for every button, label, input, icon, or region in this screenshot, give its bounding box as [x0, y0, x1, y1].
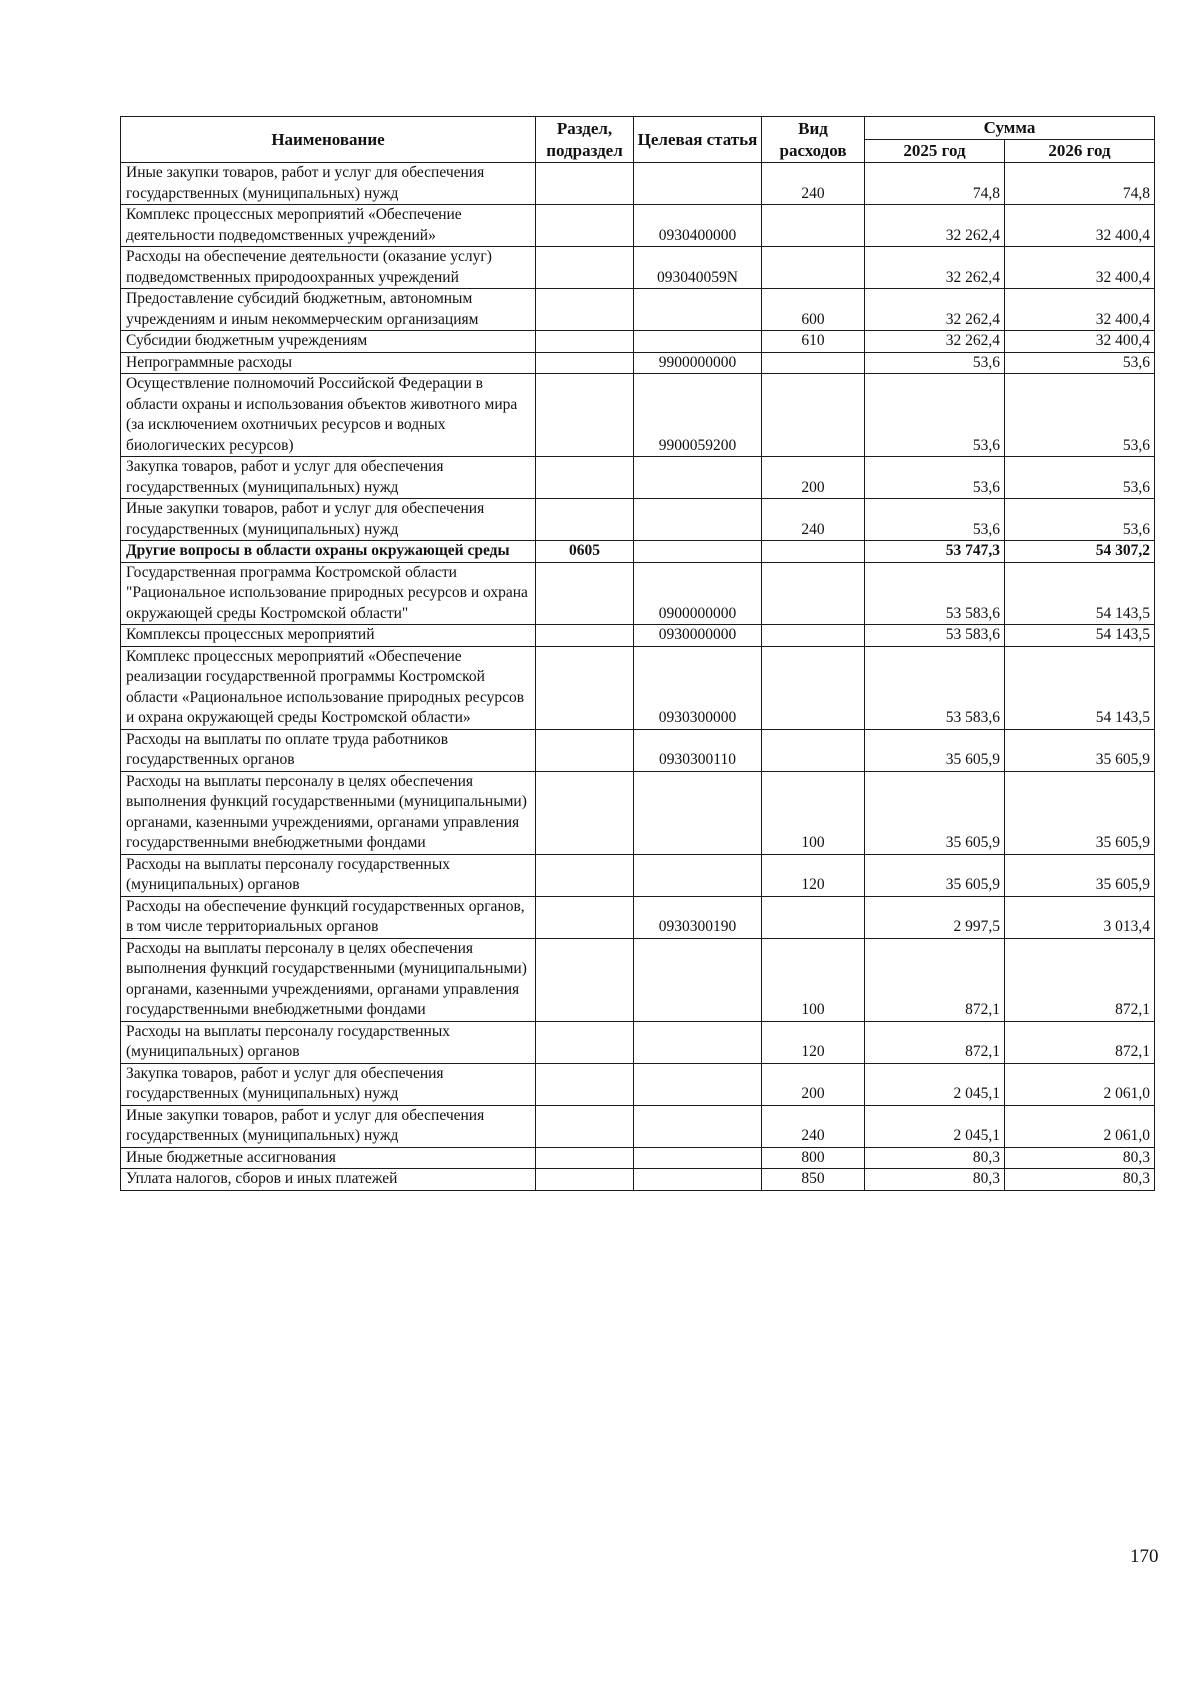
section-cell — [536, 163, 634, 205]
table-row — [121, 771, 1155, 854]
header-year-2025: 2025 год — [865, 140, 1005, 163]
name-cell: Иные закупки товаров, работ и услуг для обеспечения государственных (муниципальных) нужд — [121, 1105, 536, 1147]
section-cell — [536, 331, 634, 353]
expense-type-cell: 600 — [762, 289, 865, 331]
sum-2026-cell: 872,1 — [1005, 938, 1155, 1021]
target-article-cell: 0930300000 — [634, 646, 762, 729]
expense-type-cell — [762, 247, 865, 289]
sum-2026-cell: 80,3 — [1005, 1169, 1155, 1191]
expense-type-cell — [762, 896, 865, 938]
sum-2025-cell: 80,3 — [865, 1169, 1005, 1191]
expense-type-cell — [762, 625, 865, 647]
target-article-cell — [634, 854, 762, 896]
header-name: Наименование — [121, 117, 536, 163]
table-body — [121, 163, 1155, 1191]
target-article-cell: 9900059200 — [634, 374, 762, 457]
target-article-cell: 0930300110 — [634, 729, 762, 771]
expense-type-cell: 100 — [762, 938, 865, 1021]
section-cell — [536, 499, 634, 541]
sum-2025-cell: 53,6 — [865, 374, 1005, 457]
sum-2026-cell: 35 605,9 — [1005, 854, 1155, 896]
sum-2025-cell: 35 605,9 — [865, 854, 1005, 896]
table-row — [121, 1169, 1155, 1191]
name-cell: Расходы на выплаты персоналу государственных (муниципальных) органов — [121, 1021, 536, 1063]
table-row — [121, 205, 1155, 247]
section-cell — [536, 205, 634, 247]
sum-2025-cell: 32 262,4 — [865, 289, 1005, 331]
table-row — [121, 1021, 1155, 1063]
section-cell — [536, 457, 634, 499]
section-cell — [536, 374, 634, 457]
sum-2025-cell: 53 747,3 — [865, 541, 1005, 563]
expense-type-cell: 200 — [762, 457, 865, 499]
table-row — [121, 1147, 1155, 1169]
expense-type-cell: 240 — [762, 499, 865, 541]
expense-type-cell — [762, 352, 865, 374]
header-expense: Вид расходов — [762, 117, 865, 163]
sum-2025-cell: 2 045,1 — [865, 1063, 1005, 1105]
expense-type-cell: 240 — [762, 1105, 865, 1147]
sum-2025-cell: 872,1 — [865, 1021, 1005, 1063]
name-cell: Комплекс процессных мероприятий «Обеспечение деятельности подведомственных учреждений» — [121, 205, 536, 247]
table-row — [121, 331, 1155, 353]
target-article-cell — [634, 1063, 762, 1105]
expense-type-cell: 200 — [762, 1063, 865, 1105]
name-cell: Субсидии бюджетным учреждениям — [121, 331, 536, 353]
target-article-cell: 9900000000 — [634, 352, 762, 374]
sum-2025-cell: 80,3 — [865, 1147, 1005, 1169]
sum-2025-cell: 53 583,6 — [865, 562, 1005, 625]
sum-2026-cell: 872,1 — [1005, 1021, 1155, 1063]
header-article: Целевая статья — [634, 117, 762, 163]
name-cell: Иные закупки товаров, работ и услуг для обеспечения государственных (муниципальных) нужд — [121, 499, 536, 541]
expense-type-cell: 120 — [762, 854, 865, 896]
name-cell: Иные бюджетные ассигнования — [121, 1147, 536, 1169]
sum-2025-cell: 2 997,5 — [865, 896, 1005, 938]
sum-2025-cell: 53 583,6 — [865, 646, 1005, 729]
section-cell — [536, 771, 634, 854]
section-cell — [536, 1063, 634, 1105]
section-cell — [536, 854, 634, 896]
sum-2026-cell: 54 143,5 — [1005, 625, 1155, 647]
name-cell: Комплекс процессных мероприятий «Обеспечение реализации государственной программы Костромской области «Рациональное использование природных ресурсов и охрана окружающей среды Костромской области» — [121, 646, 536, 729]
sum-2026-cell: 32 400,4 — [1005, 205, 1155, 247]
name-cell: Государственная программа Костромской области "Рациональное использование природных ресурсов и охрана окружающей среды Костромской области" — [121, 562, 536, 625]
page-number: 170 — [1130, 1546, 1159, 1567]
sum-2026-cell: 32 400,4 — [1005, 331, 1155, 353]
header-section: Раздел, подраздел — [536, 117, 634, 163]
target-article-cell — [634, 457, 762, 499]
sum-2025-cell: 32 262,4 — [865, 205, 1005, 247]
sum-2025-cell: 53,6 — [865, 499, 1005, 541]
sum-2026-cell: 32 400,4 — [1005, 247, 1155, 289]
table-row — [121, 289, 1155, 331]
target-article-cell: 093040059N — [634, 247, 762, 289]
target-article-cell — [634, 541, 762, 563]
name-cell: Расходы на обеспечение функций государственных органов, в том числе территориальных органов — [121, 896, 536, 938]
section-cell — [536, 729, 634, 771]
name-cell: Иные закупки товаров, работ и услуг для обеспечения государственных (муниципальных) нужд — [121, 163, 536, 205]
sum-2025-cell: 74,8 — [865, 163, 1005, 205]
table-row — [121, 854, 1155, 896]
name-cell: Закупка товаров, работ и услуг для обеспечения государственных (муниципальных) нужд — [121, 1063, 536, 1105]
header-row-1 — [121, 117, 1155, 140]
name-cell: Расходы на выплаты персоналу в целях обеспечения выполнения функций государственными (муниципальными) органами, казенными учреждениями, органами управления государственными внебюджетными фондами — [121, 771, 536, 854]
sum-2025-cell: 35 605,9 — [865, 729, 1005, 771]
sum-2025-cell: 53 583,6 — [865, 625, 1005, 647]
target-article-cell — [634, 289, 762, 331]
expense-type-cell: 240 — [762, 163, 865, 205]
target-article-cell: 0930400000 — [634, 205, 762, 247]
table-row — [121, 896, 1155, 938]
table-row — [121, 457, 1155, 499]
expense-type-cell: 850 — [762, 1169, 865, 1191]
sum-2026-cell: 2 061,0 — [1005, 1105, 1155, 1147]
expense-type-cell: 800 — [762, 1147, 865, 1169]
target-article-cell: 0930300190 — [634, 896, 762, 938]
section-cell — [536, 625, 634, 647]
table-row — [121, 938, 1155, 1021]
expense-type-cell — [762, 374, 865, 457]
expense-type-cell: 120 — [762, 1021, 865, 1063]
target-article-cell — [634, 1147, 762, 1169]
section-cell — [536, 247, 634, 289]
section-cell — [536, 562, 634, 625]
header-sum: Сумма — [865, 117, 1155, 140]
sum-2026-cell: 53,6 — [1005, 352, 1155, 374]
table-row — [121, 541, 1155, 563]
target-article-cell — [634, 1021, 762, 1063]
table-row — [121, 1063, 1155, 1105]
expense-type-cell: 100 — [762, 771, 865, 854]
sum-2026-cell: 53,6 — [1005, 499, 1155, 541]
sum-2026-cell: 54 143,5 — [1005, 562, 1155, 625]
name-cell: Другие вопросы в области охраны окружающей среды — [121, 541, 536, 563]
target-article-cell — [634, 331, 762, 353]
sum-2026-cell: 54 143,5 — [1005, 646, 1155, 729]
expense-type-cell — [762, 205, 865, 247]
table-row — [121, 163, 1155, 205]
expense-type-cell — [762, 541, 865, 563]
sum-2025-cell: 32 262,4 — [865, 331, 1005, 353]
sum-2025-cell: 2 045,1 — [865, 1105, 1005, 1147]
section-cell: 0605 — [536, 541, 634, 563]
section-cell — [536, 1169, 634, 1191]
section-cell — [536, 646, 634, 729]
sum-2026-cell: 35 605,9 — [1005, 729, 1155, 771]
name-cell: Расходы на выплаты по оплате труда работников государственных органов — [121, 729, 536, 771]
name-cell: Предоставление субсидий бюджетным, автономным учреждениям и иным некоммерческим организациям — [121, 289, 536, 331]
sum-2026-cell: 53,6 — [1005, 457, 1155, 499]
sum-2026-cell: 3 013,4 — [1005, 896, 1155, 938]
expense-type-cell — [762, 729, 865, 771]
name-cell: Уплата налогов, сборов и иных платежей — [121, 1169, 536, 1191]
table-row — [121, 646, 1155, 729]
expense-type-cell: 610 — [762, 331, 865, 353]
table-row — [121, 625, 1155, 647]
section-cell — [536, 289, 634, 331]
sum-2025-cell: 872,1 — [865, 938, 1005, 1021]
section-cell — [536, 352, 634, 374]
sum-2025-cell: 53,6 — [865, 457, 1005, 499]
name-cell: Непрограммные расходы — [121, 352, 536, 374]
table-row — [121, 352, 1155, 374]
section-cell — [536, 1105, 634, 1147]
expense-type-cell — [762, 646, 865, 729]
name-cell: Расходы на выплаты персоналу государственных (муниципальных) органов — [121, 854, 536, 896]
budget-table — [120, 116, 1155, 1191]
section-cell — [536, 1147, 634, 1169]
sum-2026-cell: 35 605,9 — [1005, 771, 1155, 854]
target-article-cell — [634, 938, 762, 1021]
name-cell: Расходы на обеспечение деятельности (оказание услуг) подведомственных природоохранных учреждений — [121, 247, 536, 289]
target-article-cell: 0900000000 — [634, 562, 762, 625]
table-row — [121, 729, 1155, 771]
target-article-cell — [634, 1105, 762, 1147]
table-row — [121, 562, 1155, 625]
sum-2025-cell: 32 262,4 — [865, 247, 1005, 289]
target-article-cell — [634, 771, 762, 854]
sum-2026-cell: 53,6 — [1005, 374, 1155, 457]
sum-2025-cell: 35 605,9 — [865, 771, 1005, 854]
target-article-cell — [634, 1169, 762, 1191]
name-cell: Закупка товаров, работ и услуг для обеспечения государственных (муниципальных) нужд — [121, 457, 536, 499]
table-row — [121, 499, 1155, 541]
name-cell: Осуществление полномочий Российской Федерации в области охраны и использования объектов животного мира (за исключением охотничьих ресурсов и водных биологических ресурсов) — [121, 374, 536, 457]
section-cell — [536, 1021, 634, 1063]
section-cell — [536, 896, 634, 938]
table-row — [121, 374, 1155, 457]
sum-2026-cell: 2 061,0 — [1005, 1063, 1155, 1105]
target-article-cell: 0930000000 — [634, 625, 762, 647]
sum-2026-cell: 74,8 — [1005, 163, 1155, 205]
table-row — [121, 247, 1155, 289]
sum-2025-cell: 53,6 — [865, 352, 1005, 374]
target-article-cell — [634, 163, 762, 205]
table-header — [121, 117, 1155, 163]
sum-2026-cell: 80,3 — [1005, 1147, 1155, 1169]
name-cell: Комплексы процессных мероприятий — [121, 625, 536, 647]
table-row — [121, 1105, 1155, 1147]
section-cell — [536, 938, 634, 1021]
sum-2026-cell: 32 400,4 — [1005, 289, 1155, 331]
header-year-2026: 2026 год — [1005, 140, 1155, 163]
name-cell: Расходы на выплаты персоналу в целях обеспечения выполнения функций государственными (муниципальными) органами, казенными учреждениями, органами управления государственными внебюджетными фондами — [121, 938, 536, 1021]
sum-2026-cell: 54 307,2 — [1005, 541, 1155, 563]
expense-type-cell — [762, 562, 865, 625]
target-article-cell — [634, 499, 762, 541]
